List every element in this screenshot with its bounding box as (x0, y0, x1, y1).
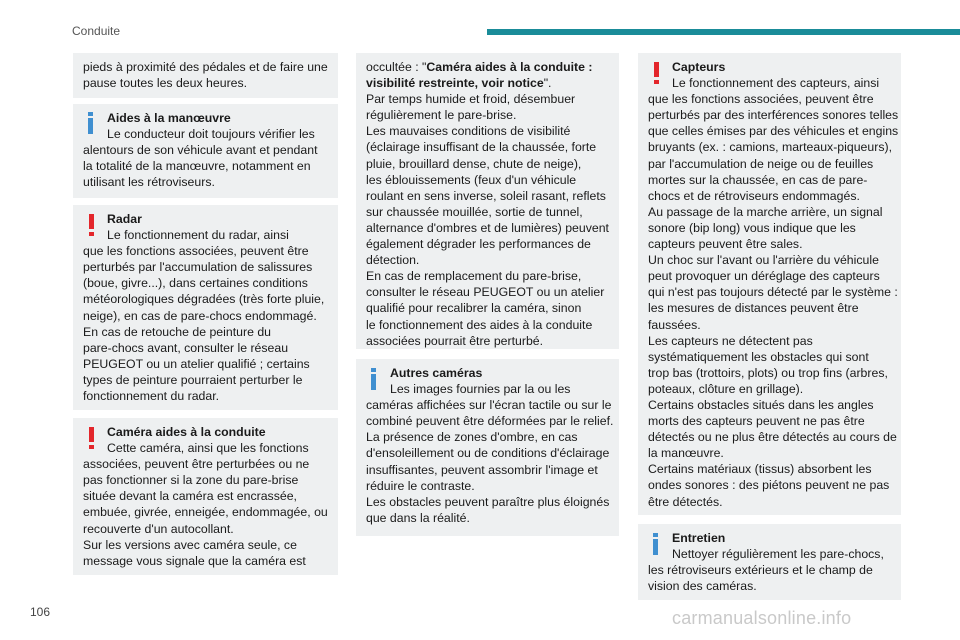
text-line: Les images fournies par la ou les (390, 382, 571, 397)
text-line: roulant en sens inverse, soleil rasant, reflets (366, 188, 606, 203)
text-line: la manœuvre. (648, 446, 724, 461)
text-line: par l'accumulation de neige ou de feuilles (648, 156, 874, 171)
text-line: située devant la caméra est encrassée, (83, 489, 297, 504)
text-line: réduire le contraste. (366, 478, 475, 493)
text-line: pause toutes les deux heures. (83, 76, 248, 91)
text-line: que dans la réalité. (366, 510, 470, 525)
occultee-suffix: ". (543, 76, 552, 91)
text-line: poteaux, clôture en grillage). (648, 381, 804, 396)
watermark: carmanualsonline.info (672, 608, 852, 628)
text-line: caméras affichées sur l'écran tactile ou sur le (366, 398, 612, 413)
text-line: La présence de zones d'ombre, en cas (366, 430, 578, 445)
text-line: perturbés par des interférences sonores telles (648, 108, 899, 123)
text-line: Un choc sur l'avant ou l'arrière du véhicule (648, 253, 879, 268)
text-line: la totalité de la manœuvre, notamment en (83, 159, 311, 174)
text-line: insuffisantes, peuvent assombrir l'image et (366, 462, 598, 477)
info-icon (370, 368, 384, 390)
text-line: chocs et de rétroviseurs endommagés. (648, 188, 860, 203)
radar-title: Radar (107, 212, 142, 226)
camera-text (83, 440, 328, 569)
warning-icon (87, 214, 101, 236)
header-accent-bar (487, 29, 960, 35)
text-line: Les mauvaises conditions de visibilité (366, 124, 571, 139)
text-line: régulièrement le pare-brise. (366, 108, 517, 123)
text-line: être détectés. (648, 494, 723, 509)
occultee-prefix: occultée : " (366, 60, 427, 74)
intro-box (73, 53, 338, 98)
text-line: que les fonctions associées, peuvent être (648, 92, 874, 107)
text-line: embuée, givrée, enneigée, endommagée, ou (83, 505, 328, 520)
text-line: En cas de remplacement du pare-brise, (366, 269, 582, 284)
occultee-line-2 (366, 75, 609, 91)
aides-manoeuvre-title: Aides à la manœuvre (107, 111, 231, 125)
entretien-title: Entretien (672, 531, 726, 545)
text-line: utilisant les rétroviseurs. (83, 175, 215, 190)
info-icon (652, 533, 666, 555)
text-line: qui n'est pas toujours détecté par le système : (648, 285, 898, 300)
capteurs-text (648, 75, 899, 510)
autres-cameras-box (356, 359, 619, 536)
camera-message-part2: visibilité restreinte, voir notice (366, 76, 544, 91)
text-line: les éblouissements (feux d'un véhicule (366, 172, 577, 187)
text-line: mortes sur la chaussée, en cas de pare- (648, 172, 868, 187)
aides-manoeuvre-box (73, 104, 338, 198)
text-line: alentours de son véhicule avant et pendant (83, 143, 318, 158)
camera-continued-text (366, 91, 609, 349)
info-icon (87, 112, 101, 134)
text-line: sonore (bip long) vous indique que les (648, 220, 856, 235)
intro-text (83, 59, 328, 91)
text-line: Le fonctionnement du radar, ainsi (107, 228, 289, 243)
text-line: fonctionnement du radar. (83, 389, 220, 404)
text-line: météorologiques dégradées (très forte pluie, (83, 292, 325, 307)
capteurs-box (638, 53, 901, 515)
text-line: que celles émises par des véhicules et engins (648, 124, 899, 139)
warning-icon (652, 62, 666, 84)
text-line: bruyants (ex. : camions, marteaux-piqueurs), (648, 140, 892, 155)
text-line: morts des capteurs peuvent ne pas être (648, 414, 865, 429)
text-line: pas fonctionner si la zone du pare-brise (83, 473, 299, 488)
text-line: d'ensoleillement ou de conditions d'éclairage (366, 446, 610, 461)
autres-cameras-title: Autres caméras (390, 366, 483, 380)
text-line: sur chaussée mouillée, sortie de tunnel, (366, 204, 583, 219)
text-line: perturbés par l'accumulation de salissures (83, 260, 313, 275)
text-line: combiné peuvent être déformées par le relief. (366, 414, 614, 429)
radar-box (73, 205, 338, 410)
text-line: détection. (366, 253, 420, 268)
text-line: En cas de retouche de peinture du (83, 324, 272, 339)
text-line: les mesures de distances peuvent être (648, 301, 859, 316)
text-line: Sur les versions avec caméra seule, ce (83, 537, 297, 552)
text-line: faussées. (648, 317, 701, 332)
radar-text (83, 227, 328, 404)
warning-icon (87, 427, 101, 449)
text-line: associées, peuvent être perturbées ou ne (83, 457, 310, 472)
autres-cameras-text (366, 381, 614, 526)
text-line: Cette caméra, ainsi que les fonctions (107, 441, 309, 456)
text-line: associées pourrait être perturbé. (366, 333, 544, 348)
text-line: vision des caméras. (648, 579, 757, 594)
text-line: (boue, givre...), dans certaines conditions (83, 276, 308, 291)
text-line: alternance d'ombres et de lumières) peuvent (366, 220, 609, 235)
text-line: consulter le réseau PEUGEOT ou un atelier (366, 285, 605, 300)
text-line: systématiquement les obstacles qui sont (648, 349, 869, 364)
aides-manoeuvre-text (83, 126, 328, 190)
camera-title: Caméra aides à la conduite (107, 425, 266, 439)
page-header-title: Conduite (72, 24, 121, 38)
text-line: Le fonctionnement des capteurs, ainsi (672, 76, 880, 91)
text-line: que les fonctions associées, peuvent être (83, 244, 309, 259)
text-line: Les capteurs ne détectent pas (648, 333, 813, 348)
text-line: également dégrader les performances de (366, 237, 591, 252)
entretien-box (638, 524, 901, 600)
capteurs-title: Capteurs (672, 60, 726, 74)
text-line: Certains obstacles situés dans les angles (648, 397, 874, 412)
text-line: recouverte d'un autocollant. (83, 521, 234, 536)
text-line: Les obstacles peuvent paraître plus éloignés (366, 494, 610, 509)
text-line: PEUGEOT ou un atelier qualifié ; certains (83, 356, 310, 371)
text-line: le fonctionnement des aides à la conduite (366, 317, 593, 332)
page-number: 106 (30, 605, 51, 619)
text-line: neige), en cas de pare-chocs endommagé. (83, 308, 317, 323)
entretien-text (648, 546, 891, 594)
text-line: (éclairage insuffisant de la chaussée, forte (366, 140, 597, 155)
text-line: Au passage de la marche arrière, un signal (648, 204, 883, 219)
text-line: message vous signale que la caméra est (83, 553, 306, 568)
text-line: pieds à proximité des pédales et de faire une (83, 60, 328, 74)
text-line: Nettoyer régulièrement les pare-chocs, (672, 547, 884, 562)
text-line: peut provoquer un déréglage des capteurs (648, 269, 880, 284)
text-line: pluie, brouillard dense, chute de neige), (366, 156, 582, 171)
camera-message-part1: Caméra aides à la conduite : (426, 60, 593, 74)
text-line: types de peinture pourraient perturber le (83, 372, 303, 387)
occultee-line (366, 59, 609, 75)
text-line: pare-chocs avant, consulter le réseau (83, 340, 289, 355)
camera-continued-box (356, 53, 619, 349)
text-line: Le conducteur doit toujours vérifier les (107, 127, 315, 142)
text-line: Par temps humide et froid, désembuer (366, 92, 576, 107)
text-line: qualifié pour recalibrer la caméra, sinon (366, 301, 582, 316)
text-line: les rétroviseurs extérieurs et le champ de (648, 563, 873, 578)
text-line: ondes sonores : des piétons peuvent ne pas (648, 478, 890, 493)
text-line: trop bas (trottoirs, plots) ou trop fins (arbres, (648, 365, 888, 380)
text-line: Certains matériaux (tissus) absorbent les (648, 462, 872, 477)
text-line: capteurs peuvent être sales. (648, 237, 803, 252)
text-line: détectés ou ne plus être détectés au cours de (648, 430, 897, 445)
camera-box (73, 418, 338, 575)
